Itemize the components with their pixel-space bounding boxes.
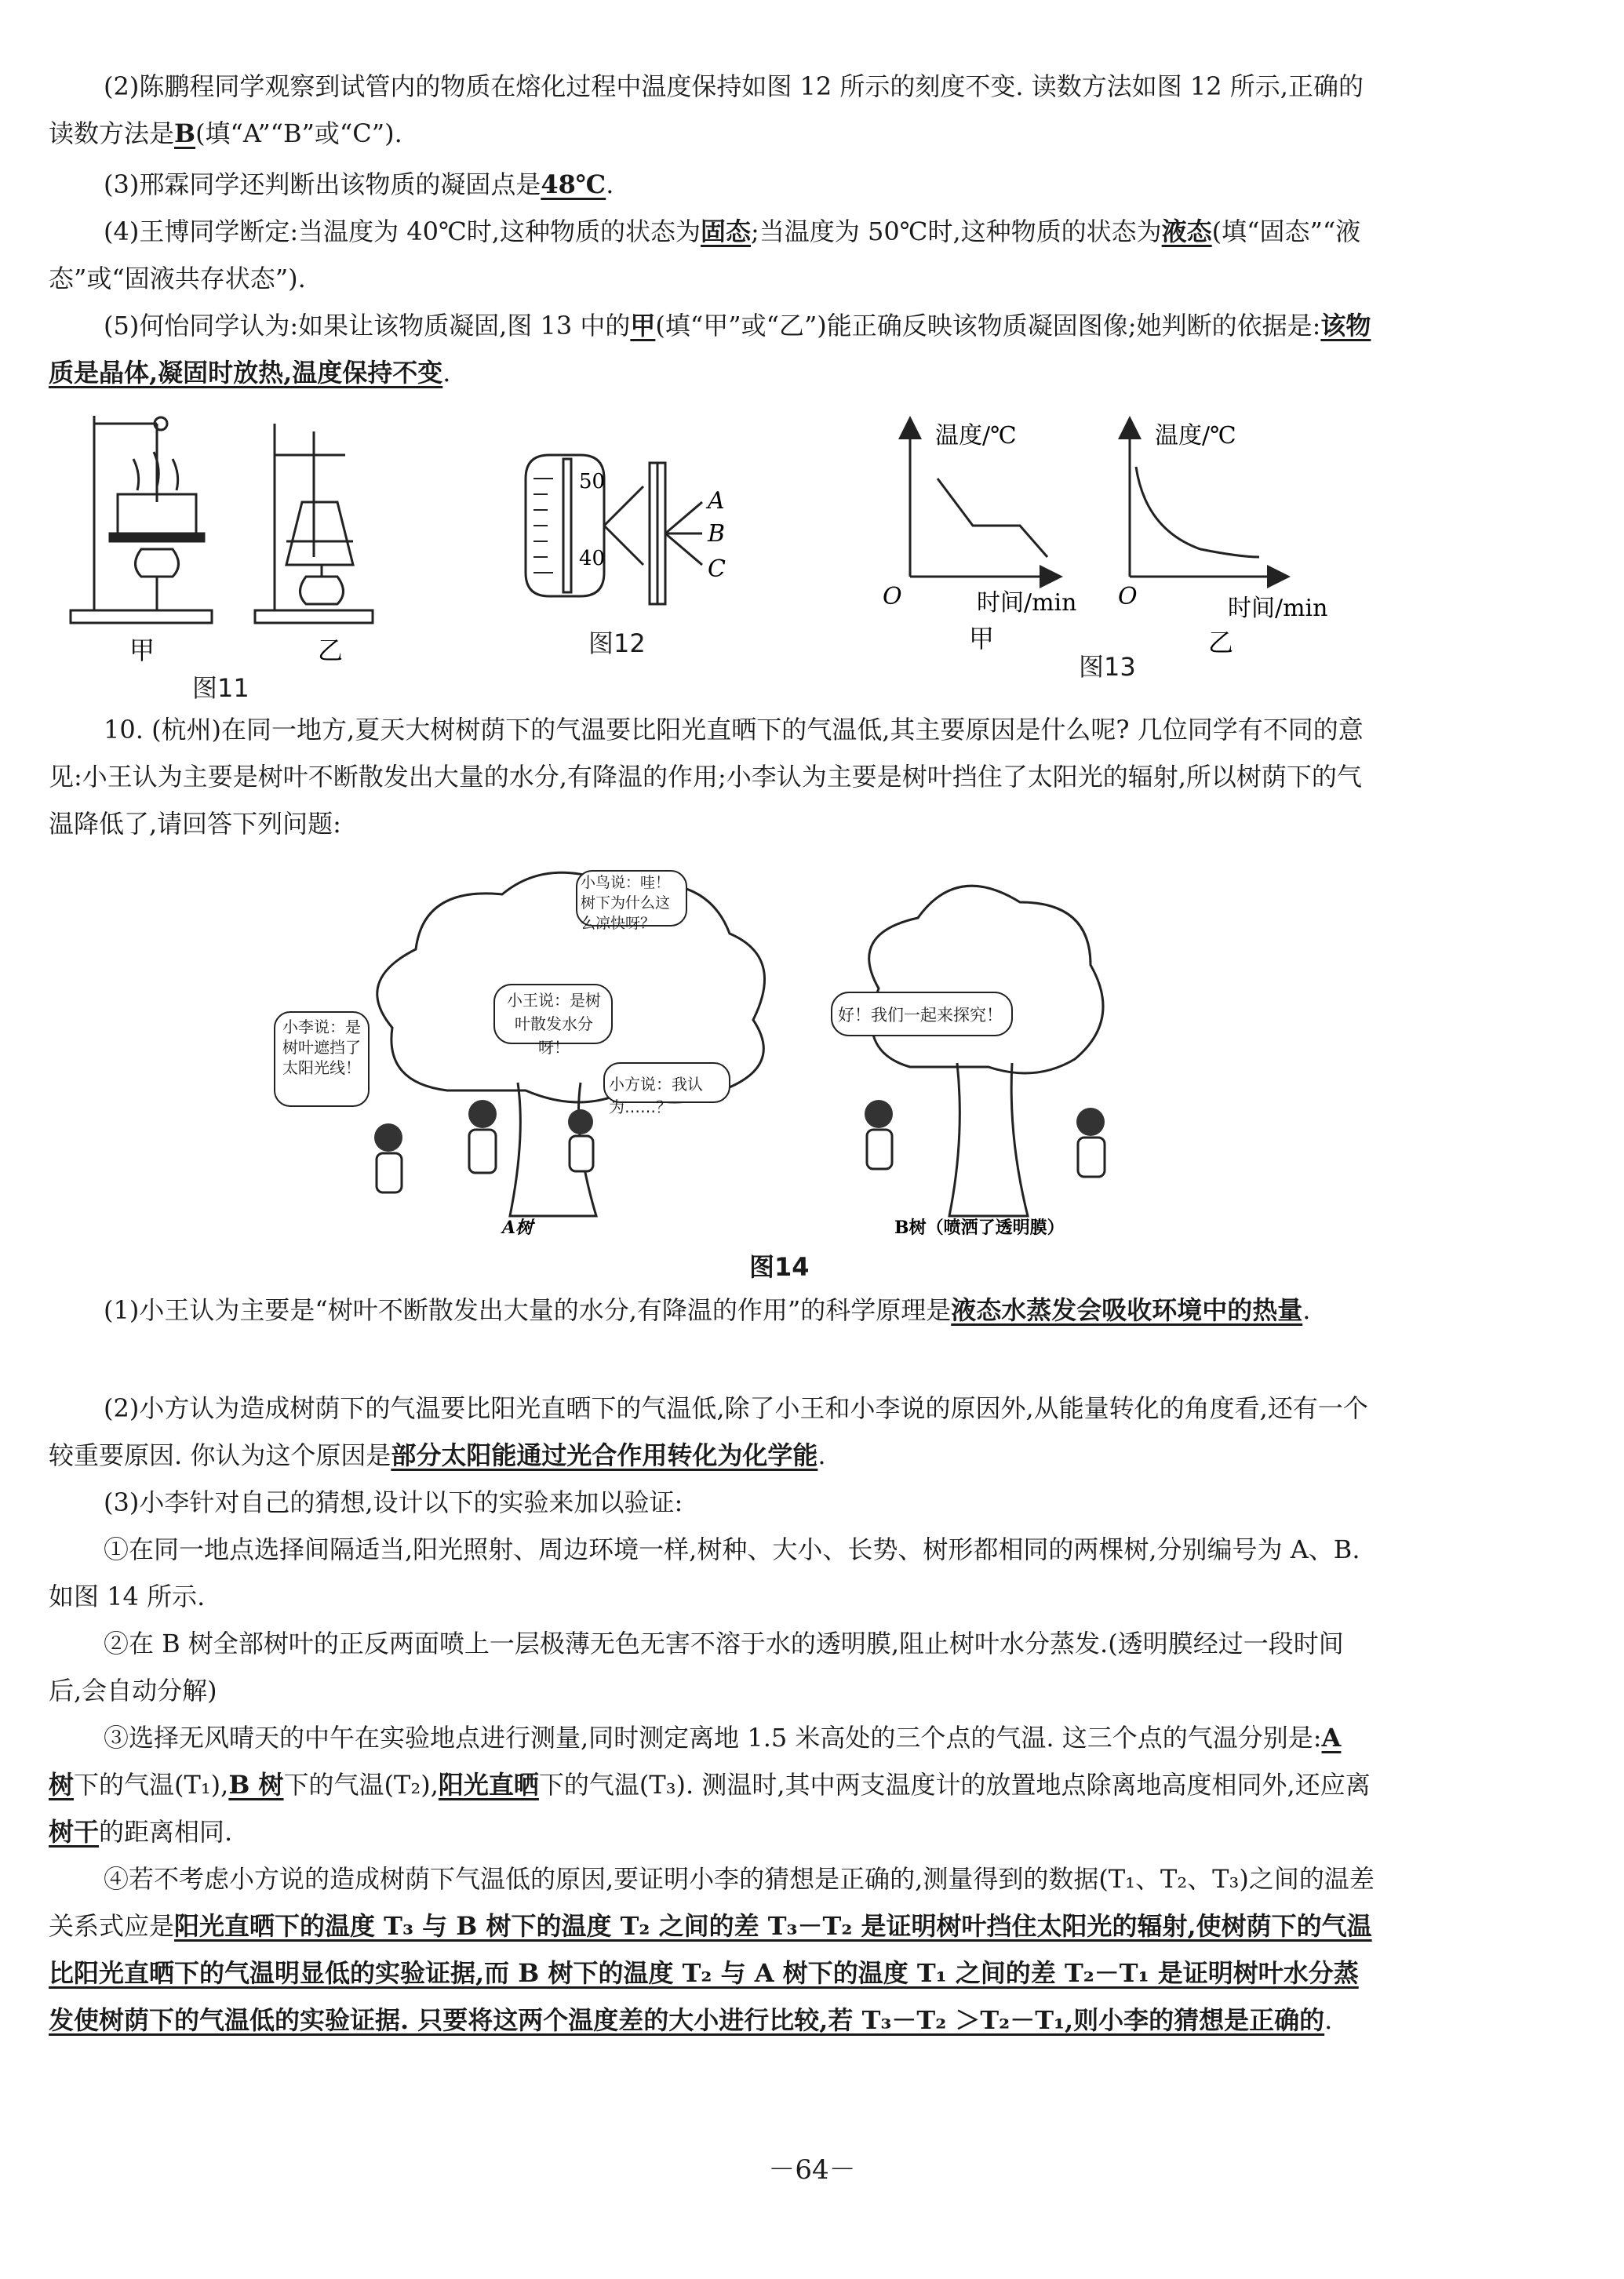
tree-b-label: B树（喷洒了透明膜） xyxy=(894,1218,1065,1238)
answer: 液态水蒸发会吸收环境中的热量 xyxy=(951,1295,1303,1325)
q9-part5: (5)何怡同学认为:如果让该物质凝固,图 13 中的甲(填“甲”或“乙”)能正确反映该物质凝固图像;她判断的依据是:该物质是晶体,凝固时放热,温度保持不变. xyxy=(49,311,1371,388)
figure-14-trees xyxy=(267,855,1145,1240)
y-axis-label: 温度/℃ xyxy=(1155,422,1236,450)
tick-label: 40 xyxy=(579,547,606,570)
figure-11-caption: 图11 xyxy=(192,673,249,703)
q10-step4: ④若不考虑小方说的造成树荫下气温低的原因,要证明小李的猜想是正确的,测量得到的数据(T₁、T₂、T₃)之间的温差关系式应是阳光直晒下的温度 T₃ 与 B 树下的温度 T₂ 之间的差 T₃－T₂ 是证明树叶挡住太阳光的辐射,使树荫下的气温比阳光直晒下的气温明显低的实验证据,而 B 树下的温度 T₂ 与 A 树下的温度 T₁ 之间的差 T₂－T₁ 是证明树叶水分蒸发使树荫下的气温低的实验证据. 只要将这两个温度差的大小进行比较,若 T₃－T₂ ＞T₂－T₁,则小李的猜想是正确的. xyxy=(49,1864,1375,2035)
q10-step2: ②在 B 树全部树叶的正反两面喷上一层极薄无色无害不溶于水的透明膜,阻止树叶水分蒸发.(透明膜经过一段时间后,会自动分解) xyxy=(49,1629,1344,1706)
speech-li: 小李说：是树叶遮挡了太阳光线！ xyxy=(282,1018,361,1077)
figure-13-graphs xyxy=(871,412,1373,671)
figure-14-caption: 图14 xyxy=(749,1252,810,1282)
answer: 阳光直晒下的温度 T₃ 与 B 树下的温度 T₂ 之间的差 T₃－T₂ 是证明树叶挡住太阳光的辐射,使树荫下的气温比阳光直晒下的气温明显低的实验证据,而 B 树下的温度 T₂ 与 A 树下的温度 T₁ 之间的差 T₂－T₁ 是证明树叶水分蒸发使树荫下的气温低的实验证据. 只要将这两个温度差的大小进行比较,若 T₃－T₂ ＞T₂－T₁,则小李的猜想是正确的 xyxy=(49,1911,1372,2035)
q10-part2: (2)小方认为造成树荫下的气温要比阳光直晒下的气温低,除了小王和小李说的原因外,从能量转化的角度看,还有一个较重要原因. 你认为这个原因是部分太阳能通过光合作用转化为化学能. xyxy=(49,1393,1368,1470)
answer: 阳光直晒 xyxy=(438,1770,539,1800)
speech-fang: 小方说：我认为……？ xyxy=(609,1075,703,1116)
q10-part1: (1)小王认为主要是“树叶不断散发出大量的水分,有降温的作用”的科学原理是液态水蒸发会吸收环境中的热量. xyxy=(104,1295,1311,1325)
figure-11-right-label: 乙 xyxy=(318,635,344,665)
figure-11-left-label: 甲 xyxy=(129,635,155,665)
answer: 部分太阳能通过光合作用转化为化学能 xyxy=(391,1440,818,1470)
answer: 48℃ xyxy=(541,169,606,199)
answer: 固态 xyxy=(700,217,751,246)
page-number: －64－ xyxy=(768,2154,856,2186)
tree-a-label: A树 xyxy=(502,1218,533,1238)
origin-label: O xyxy=(883,583,902,610)
q9-part4: (4)王博同学断定:当温度为 40℃时,这种物质的状态为固态;当温度为 50℃时,这种物质的状态为液态(填“固态”“液态”或“固液共存状态”). xyxy=(49,217,1361,293)
answer: 该物质是晶体,凝固时放热,温度保持不变 xyxy=(49,311,1371,388)
q10-intro: 10. (杭州)在同一地方,夏天大树树荫下的气温要比阳光直晒下的气温低,其主要原因是什么呢? 几位同学有不同的意见:小王认为主要是树叶不断散发出大量的水分,有降温的作用;小李认为主要是树叶挡住了太阳光的辐射,所以树荫下的气温降低了,请回答下列问题: xyxy=(49,715,1364,839)
x-axis-label: 时间/min xyxy=(1228,595,1328,622)
figure-13-caption: 图13 xyxy=(1079,652,1136,682)
answer: 液态 xyxy=(1161,217,1212,246)
q10-step3: ③选择无风晴天的中午在实验地点进行测量,同时测定离地 1.5 米高处的三个点的气温. 这三个点的气温分别是:A 树下的气温(T₁),B 树下的气温(T₂),阳光直晒下的气温(T₃). 测温时,其中两支温度计的放置地点除离地高度相同外,还应离树干的距离相同. xyxy=(49,1723,1371,1847)
q9-part2: (2)陈鹏程同学观察到试管内的物质在熔化过程中温度保持如图 12 所示的刻度不变. 读数方法如图 12 所示,正确的读数方法是B(填“A”“B”或“C”). xyxy=(49,71,1364,148)
origin-label: O xyxy=(1118,583,1138,610)
graph-right-label: 乙 xyxy=(1208,628,1234,657)
speech-wang: 小王说：是树叶散发水分呀！ xyxy=(507,991,601,1057)
figure-12-thermometer xyxy=(518,447,753,620)
y-axis-label: 温度/℃ xyxy=(935,422,1017,450)
speech-together: 好！我们一起来探究！ xyxy=(838,1006,1003,1025)
x-axis-label: 时间/min xyxy=(977,589,1077,617)
answer: 甲 xyxy=(630,311,656,340)
answer: B xyxy=(174,118,196,148)
tick-label: 50 xyxy=(579,470,606,493)
reading-label-a: A xyxy=(708,487,725,515)
graph-left-label: 甲 xyxy=(969,624,995,653)
answer: 树干 xyxy=(49,1817,100,1847)
q10-step1: ①在同一地点选择间隔适当,阳光照射、周边环境一样,树种、大小、长势、树形都相同的两棵树,分别编号为 A、B. 如图 14 所示. xyxy=(49,1535,1360,1611)
reading-label-c: C xyxy=(708,555,726,583)
reading-label-b: B xyxy=(708,520,726,548)
answer: A 树 xyxy=(49,1723,1342,1800)
speech-bird: 小鸟说：哇！树下为什么这么凉快呀？ xyxy=(581,874,671,932)
q9-part3: (3)邢霖同学还判断出该物质的凝固点是48℃. xyxy=(104,169,614,199)
figure-11-apparatus xyxy=(63,408,392,675)
q10-part3: (3)小李针对自己的猜想,设计以下的实验来加以验证: xyxy=(104,1487,683,1517)
answer: B 树 xyxy=(228,1770,284,1800)
figure-12-caption: 图12 xyxy=(588,628,646,658)
